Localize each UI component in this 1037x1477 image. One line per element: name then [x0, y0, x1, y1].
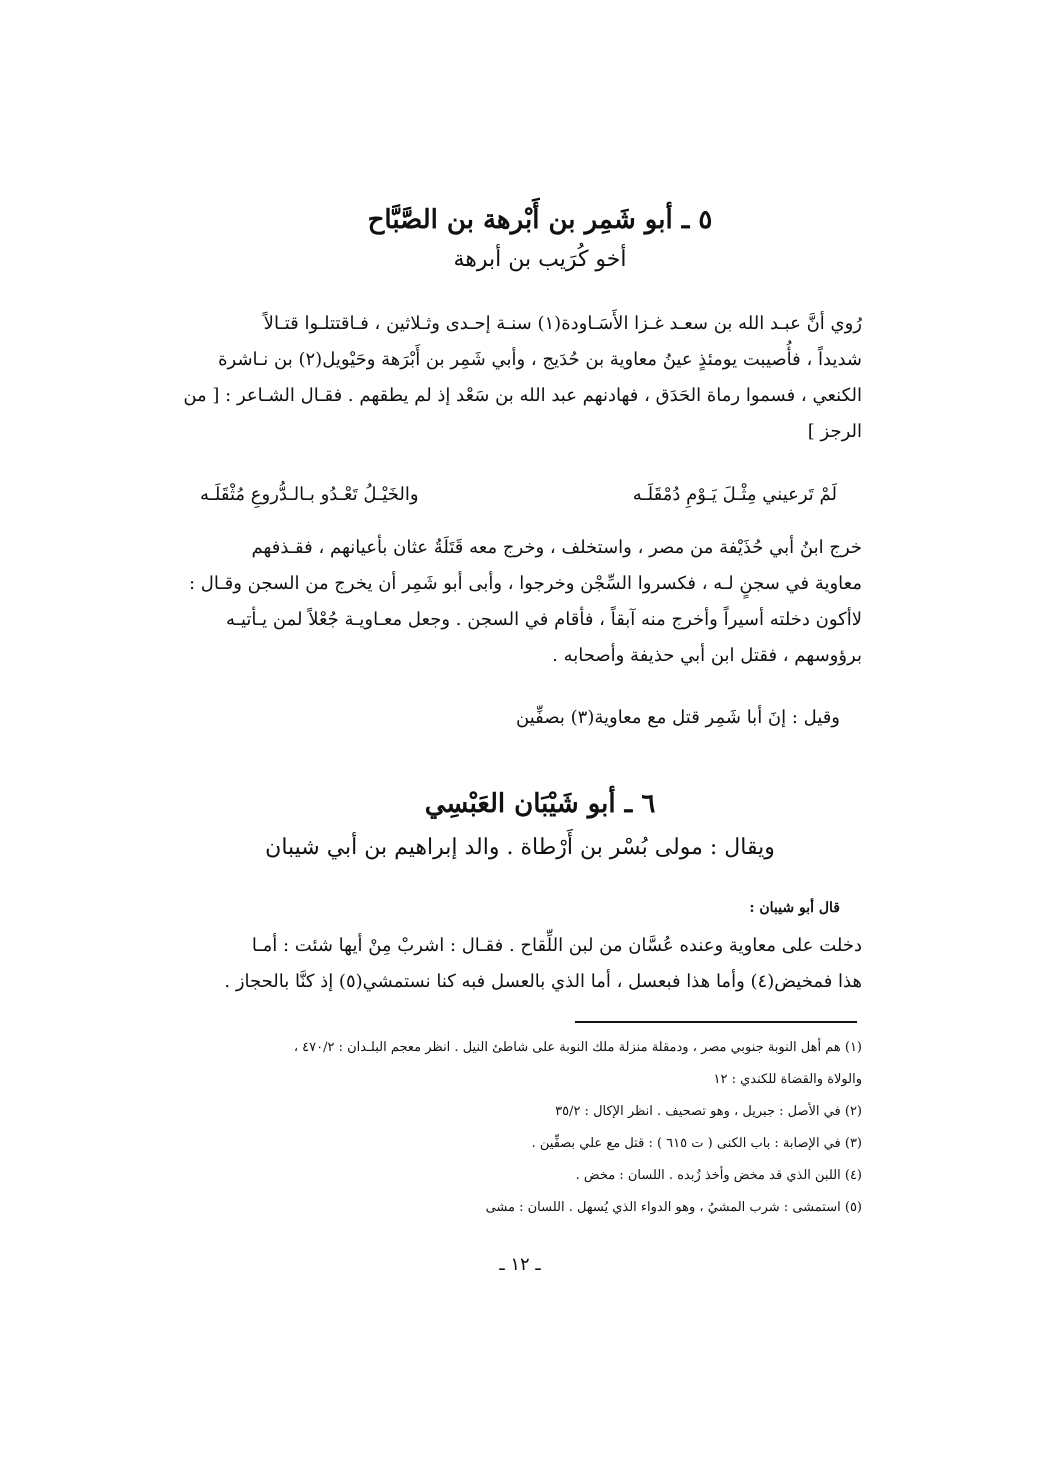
footnote-5: (٥) استمشى : شرب المشيُ ، وهو الدواء الذي يُسهل . اللسان : مشى: [485, 1200, 862, 1215]
footnote-separator: [575, 1021, 857, 1023]
entry-6-narrator-label: قال أبو شيبان :: [749, 900, 840, 916]
text-line: معاوية في سجنٍ لـه ، فكسروا السِّجْن وخرجوا ، وأبى أبو شَمِر أن يخرج من السجن وقـال :: [189, 573, 862, 594]
entry-5-subtitle: أخو كُرَيب بن أبرهة: [453, 247, 627, 272]
text-line: خرج ابنُ أبي حُذَيْفة من مصر ، واستخلف ، وخرج معه قَتَلَةُ عثان بأعيانهم ، فقـذفهم: [251, 537, 862, 558]
text-line: لاأكون دخلته أسيراً وأخرج منه آبقاً ، فأقام في السجن . وجعل معـاويـة جُعْلاً لمن يـأتيـه: [226, 609, 862, 630]
entry-6-title: ٦ ـ أبو شَيْبَان العَبْسِي: [424, 789, 656, 819]
footnote-3: (٣) في الإصابة : باب الكنى ( ت ٦١٥ ) : قتل مع علي بصفِّين .: [531, 1136, 862, 1151]
text-line: هذا فمخيض(٤) وأما هذا فبعسل ، أما الذي بالعسل فبه كنا نستمشي(٥) إذ كنَّا بالحجاز .: [224, 971, 862, 992]
entry-5-paragraph-3: وقيل : إنَ أبا شَمِر قتل مع معاوية(٣) بصفِّين: [516, 707, 840, 728]
text-line: دخلت على معاوية وعنده عُسَّان من لبن اللِّقاح . فقـال : اشربْ مِنْ أيها شئت : أمـا: [251, 935, 862, 956]
footnote-4: (٤) اللبن الذي قد مخض وأخذ زُبده . اللسان : مخض .: [575, 1168, 862, 1183]
footnote-1: (١) هم أهل النوبة جنوبي مصر ، ودمقلة منزلة ملك النوبة على شاطئ النيل . انظر معجم البلـدان : ٤٧٠/٢ ،: [293, 1040, 862, 1055]
verse-first-hemistich: لَمْ تَرعيني مِثْـلَ يَـوْمِ دُمْقَلَـه: [632, 484, 837, 505]
text-line: الكنعي ، فسموا رماة الحَدَق ، فهادنهم عبد الله بن سَعْد إذ لم يطقهم . فقـال الشـاعر : [ من: [183, 385, 862, 406]
entry-5-title: ٥ ـ أبو شَمِر بن أَبْرهة بن الصَّبَّاح: [367, 205, 713, 235]
text-line: برؤوسهم ، فقتل ابن أبي حذيفة وأصحابه .: [552, 645, 862, 666]
footnotes: [165, 1032, 862, 1224]
entry-5-paragraph-2: [165, 530, 862, 674]
footnote-1-continuation: والولاة والقضاة للكندي : ١٢: [713, 1072, 862, 1087]
page-number: ـ ١٢ ـ: [499, 1254, 541, 1275]
entry-6-paragraph: [165, 928, 862, 1000]
verse-second-hemistich: والخَيْـلُ تَعْـدُو بـالـدُّروعِ مُثْقَلَـه: [200, 484, 419, 505]
footnote-2: (٢) في الأصل : جبريل ، وهو تصحيف . انظر الإكال : ٣٥/٢: [555, 1104, 862, 1119]
entry-5-paragraph-1: [165, 306, 862, 450]
entry-6-subtitle: ويقال : مولى بُسْر بن أَرْطاة . والد إبراهيم بن أبي شيبان: [265, 835, 775, 860]
text-line: الرجز ]: [807, 421, 862, 442]
text-line: رُوي أنَّ عبـد الله بن سعـد غـزا الأَسَـاودة(١) سنـة إحـدى وثـلاثين ، فـاقتتلـوا قتـالاً: [263, 313, 862, 334]
text-line: شديداً ، فأُصيبت يومئذٍ عينُ معاوية بن حُدَيج ، وأبي شَمِر بن أَبْرَهة وحَيْويل(٢) بن نـاشرة: [218, 349, 862, 370]
